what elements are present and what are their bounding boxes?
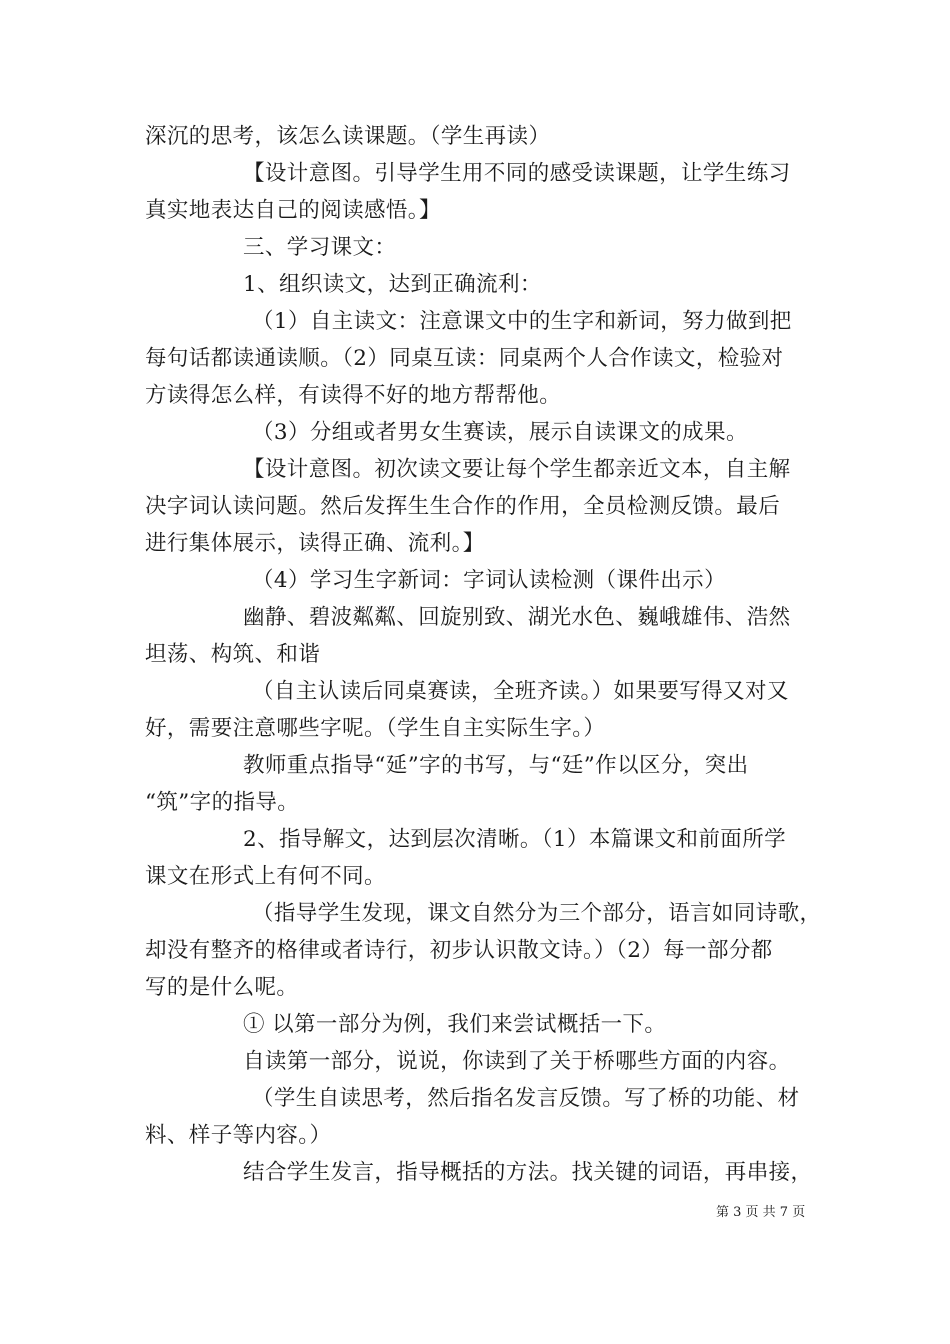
text-line: 课文在形式上有何不同。 xyxy=(145,864,386,889)
subsection-heading: 1、组织读文，达到正确流利： xyxy=(243,272,542,297)
page-number-footer: 第 3 页 共 7 页 xyxy=(716,1205,806,1220)
text-line: （4）学习生字新词：字词认读检测（课件出示） xyxy=(252,568,726,593)
text-line: 却没有整齐的格律或者诗行，初步认识散文诗。）（2）每一部分都 xyxy=(145,938,773,963)
text-line: 深沉的思考，该怎么读课题。（学生再读） xyxy=(145,124,551,149)
text-line: 真实地表达自己的阅读感悟。】 xyxy=(145,198,441,223)
text-line: ① 以第一部分为例，我们来尝试概括一下。 xyxy=(243,1012,667,1037)
text-line: 结合学生发言，指导概括的方法。找关键的词语，再串接， xyxy=(243,1160,813,1185)
text-line: 每句话都读通读顺。（2）同桌互读：同桌两个人合作读文，检验对 xyxy=(145,346,784,371)
text-line: （3）分组或者男女生赛读，展示自读课文的成果。 xyxy=(252,420,748,445)
text-line: 决字词认读问题。然后发挥生生合作的作用，全员检测反馈。最后 xyxy=(145,494,781,519)
section-heading: 三、学习课文： xyxy=(243,235,397,260)
text-line: 教师重点指导“延”字的书写，与“廷”作以区分，突出 xyxy=(243,753,749,778)
text-line: 【设计意图。引导学生用不同的感受读课题，让学生练习 xyxy=(243,161,791,186)
text-line: 进行集体展示，读得正确、流利。】 xyxy=(145,531,485,556)
subsection-heading: 2、指导解文，达到层次清晰。（1）本篇课文和前面所学 xyxy=(243,827,787,852)
text-line: 料、样子等内容。） xyxy=(145,1123,332,1148)
text-line: 坦荡、构筑、和谐 xyxy=(145,642,321,667)
text-line: 【设计意图。初次读文要让每个学生都亲近文本，自主解 xyxy=(243,457,791,482)
text-line: “筑”字的指导。 xyxy=(145,790,300,815)
text-line: （指导学生发现，课文自然分为三个部分，语言如同诗歌， xyxy=(252,901,822,926)
text-line: 好，需要注意哪些字呢。（学生自主实际生字。） xyxy=(145,716,606,741)
text-line: （自主认读后同桌赛读，全班齐读。）如果要写得又对又 xyxy=(252,679,789,704)
text-line: 方读得怎么样，有读得不好的地方帮帮他。 xyxy=(145,383,562,408)
text-line: （1）自主读文：注意课文中的生字和新词，努力做到把 xyxy=(252,309,792,334)
text-line: （学生自读思考，然后指名发言反馈。写了桥的功能、材 xyxy=(252,1086,800,1111)
text-line: 幽静、碧波粼粼、回旋别致、湖光水色、巍峨雄伟、浩然 xyxy=(243,605,791,630)
text-line: 自读第一部分，说说，你读到了关于桥哪些方面的内容。 xyxy=(243,1049,791,1074)
text-line: 写的是什么呢。 xyxy=(145,975,299,1000)
